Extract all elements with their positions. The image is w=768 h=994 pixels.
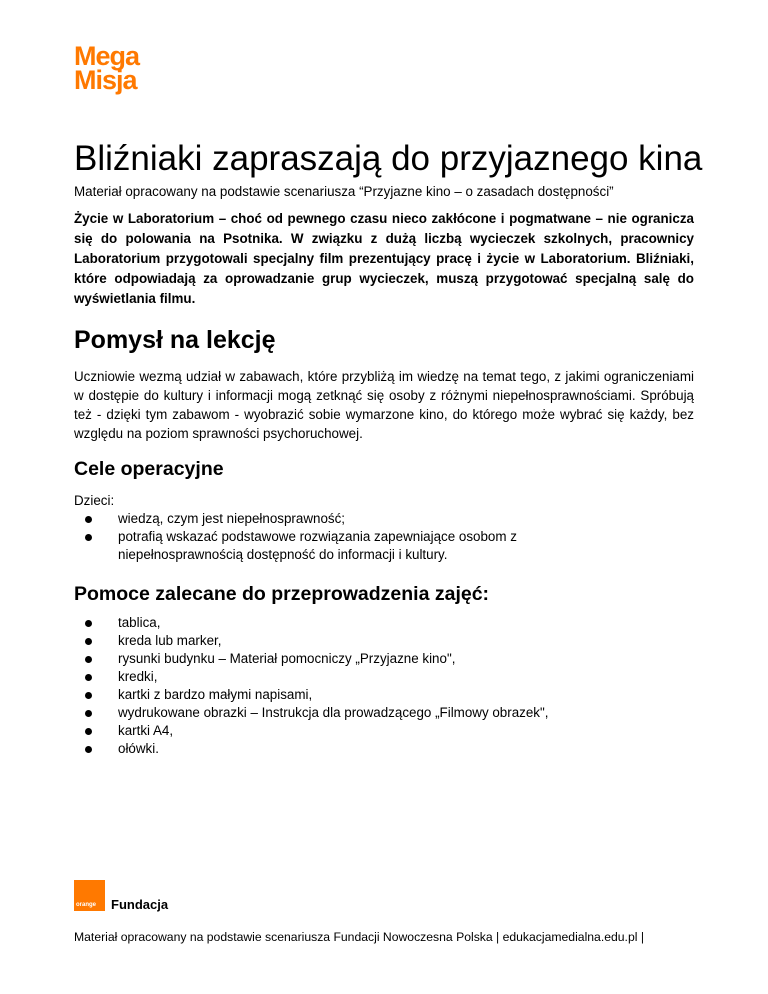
list-item <box>82 686 642 704</box>
bullet-icon <box>85 620 92 627</box>
intro-paragraph: Życie w Laboratorium – choć od pewnego czasu nieco zakłócone i pogmatwane – nie ogranicza się do polowania na Psotnika. W związku z dużą liczbą wycieczek szkolnych, pracownicy Laboratorium przygotowali specjalny film prezentujący pracę i życie w Laboratorium. Bliźniaki, które odpowiadają za oprowadzanie grup wycieczek, muszą przygotować specjalną salę do wyświetlania filmu. <box>74 211 694 306</box>
list-item-text: kreda lub marker, <box>118 633 222 648</box>
bullet-icon <box>85 516 92 523</box>
list-item-text: potrafią wskazać podstawowe rozwiązania zapewniające osobom z niepełnosprawnością dostępność do informacji i kultury. <box>118 529 517 562</box>
bullet-icon <box>85 656 92 663</box>
lesson-heading: Pomysł na lekcję <box>74 326 276 354</box>
list-item <box>82 510 552 528</box>
goals-list <box>82 510 552 564</box>
goals-label: Dzieci: <box>74 493 115 508</box>
list-item <box>82 722 642 740</box>
list-item-text: kartki z bardzo małymi napisami, <box>118 687 313 702</box>
logo-line-1: Mega <box>74 41 140 71</box>
aids-list <box>82 614 642 758</box>
list-item <box>82 668 642 686</box>
bullet-icon <box>85 710 92 717</box>
bullet-icon <box>85 692 92 699</box>
list-item-text: kredki, <box>118 669 158 684</box>
lesson-paragraph: Uczniowie wezmą udział w zabawach, które przybliżą im wiedzę na temat tego, z jakimi ograniczeniami w dostępie do kultury i informacji mogą zetknąć się osoby z różnymi niepełnosprawnościami. Spróbują też - dzięki tym zabawom - wyobrazić sobie wymarzone kino, do którego może wybrać się każdy, bez względu na poziom sprawności psychoruchowej. <box>74 369 694 441</box>
list-item-text: kartki A4, <box>118 723 174 738</box>
list-item <box>82 614 642 632</box>
list-item-text: rysunki budynku – Materiał pomocniczy „Przyjazne kino", <box>118 651 456 666</box>
orange-fundacja-logo <box>74 880 168 911</box>
orange-logo-icon <box>74 880 105 911</box>
list-item <box>82 740 642 758</box>
aids-heading: Pomoce zalecane do przeprowadzenia zajęć: <box>74 583 490 605</box>
list-item <box>82 650 642 668</box>
list-item-text: wiedzą, czym jest niepełnosprawność; <box>118 511 346 526</box>
bullet-icon <box>85 534 92 541</box>
list-item <box>82 704 642 722</box>
list-item <box>82 528 552 564</box>
bullet-icon <box>85 728 92 735</box>
footer-text: Materiał opracowany na podstawie scenariusza Fundacji Nowoczesna Polska | edukacjamedialna.edu.pl | <box>74 930 644 944</box>
page-title: Bliźniaki zapraszają do przyjaznego kina <box>74 139 703 178</box>
logo-line-2: Misja <box>74 65 137 95</box>
list-item-text: wydrukowane obrazki – Instrukcja dla prowadzącego „Filmowy obrazek", <box>118 705 549 720</box>
orange-logo-text: orange <box>76 902 97 908</box>
bullet-icon <box>85 638 92 645</box>
fundacja-label: Fundacja <box>111 897 169 912</box>
list-item-text: tablica, <box>118 615 161 630</box>
mega-misja-logo <box>74 41 140 95</box>
bullet-icon <box>85 674 92 681</box>
goals-heading: Cele operacyjne <box>74 458 224 480</box>
subtitle: Materiał opracowany na podstawie scenariusza “Przyjazne kino – o zasadach dostępności” <box>74 184 614 199</box>
list-item-text: ołówki. <box>118 741 159 756</box>
list-item <box>82 632 642 650</box>
bullet-icon <box>85 746 92 753</box>
